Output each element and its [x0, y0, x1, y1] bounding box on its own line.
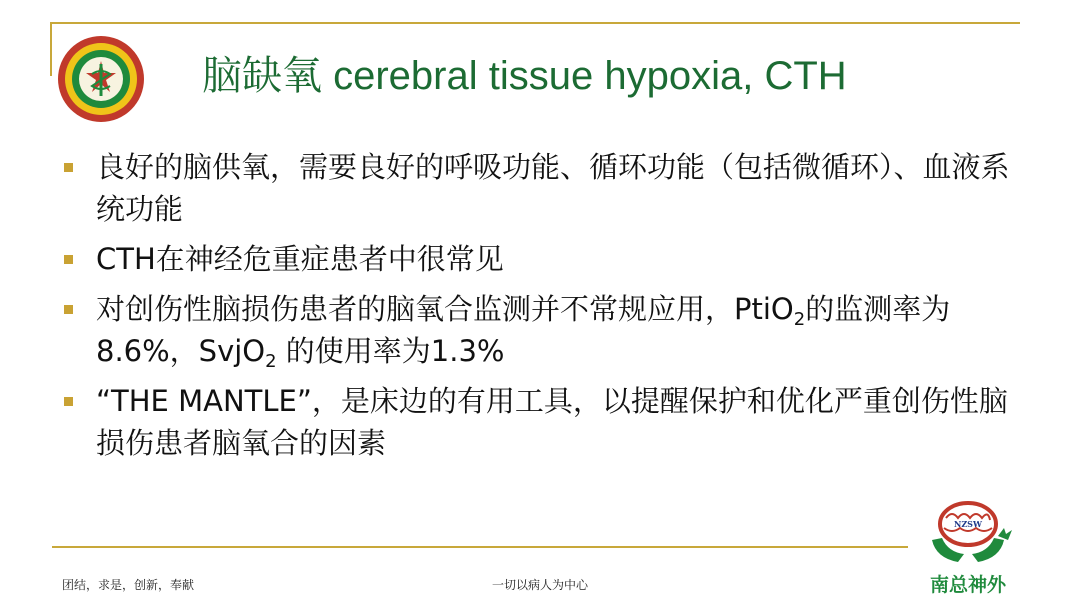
bullet-item	[62, 288, 1022, 372]
bullet-list	[62, 146, 1022, 472]
hospital-emblem-icon	[56, 34, 146, 124]
left-divider	[50, 22, 52, 76]
footer-motto: 团结，求是，创新，奉献	[62, 578, 195, 592]
bullet-square-icon	[64, 255, 73, 264]
bullet-square-icon	[64, 397, 73, 406]
bullet-text: CTH在神经危重症患者中很常见	[96, 242, 504, 276]
bottom-divider	[52, 546, 908, 548]
slide-title: 脑缺氧 cerebral tissue hypoxia, CTH	[202, 54, 847, 98]
bullet-item	[62, 146, 1022, 230]
bullet-square-icon	[64, 305, 73, 314]
bullet-item	[62, 380, 1022, 464]
department-emblem-badge: NZSW	[954, 519, 982, 529]
department-emblem-icon	[918, 500, 1018, 570]
department-logo-label: 南总神外	[929, 574, 1006, 596]
footer-slogan: 一切以病人为中心	[492, 578, 589, 592]
top-divider	[52, 22, 1020, 24]
bullet-item	[62, 238, 1022, 280]
bullet-text: 良好的脑供氧，需要良好的呼吸功能、循环功能（包括微循环）、血液系统功能	[96, 150, 1010, 226]
bullet-text: “THE MANTLE”，是床边的有用工具，以提醒保护和优化严重创伤性脑损伤患者脑氧合的因素	[96, 384, 1008, 460]
bullet-square-icon	[64, 163, 73, 172]
bullet-text: 对创伤性脑损伤患者的脑氧合监测并不常规应用，PtiO$_2$的监测率为8.6%，SvjO$_2$ 的使用率为1.3%	[96, 292, 951, 372]
